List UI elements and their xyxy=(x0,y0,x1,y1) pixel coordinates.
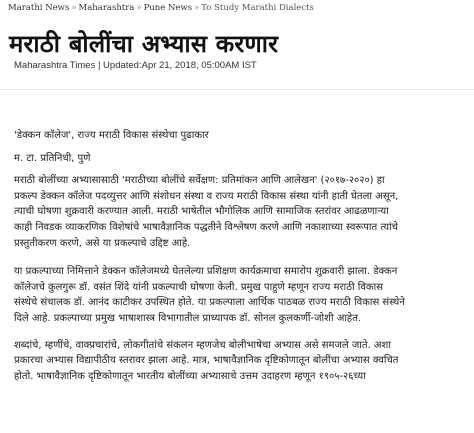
paragraph-line: शब्दांचे, म्हणींचे, वाक्प्रचारांचे, लोकगीतांचे संकलन म्हणजेच बोलीभाषेचा अभ्यास असे समजले जाते. अशा xyxy=(14,339,391,351)
divider xyxy=(0,89,474,90)
breadcrumb-separator: » xyxy=(194,3,200,13)
breadcrumb xyxy=(8,3,314,13)
breadcrumb-marathi-news[interactable]: Marathi News xyxy=(8,3,70,13)
breadcrumb-current: To Study Marathi Dialects xyxy=(201,3,314,13)
paragraph-line: संस्थेचे संचालक डॉ. आनंद काटीकर उपस्थित होते. या प्रकल्पाला आर्थिक पाठबळ राज्य मराठी विकास संस्थेने xyxy=(14,297,405,309)
paragraph-line: प्रस्तुतीकरण करणे, असे या प्रकल्पाचे उद्दिष्ट आहे. xyxy=(14,237,191,249)
breadcrumb-maharashtra[interactable]: Maharashtra xyxy=(78,3,135,13)
breadcrumb-separator: » xyxy=(71,3,77,13)
paragraph-line: प्रकल्प डेक्कन कॉलेज पदव्युत्तर आणि संशोधन संस्था व राज्य मराठी विकास संस्था यांनी हाती घेतला असून, xyxy=(14,190,399,202)
article-body xyxy=(14,128,464,384)
breadcrumb-separator: » xyxy=(136,3,142,13)
page-title: मराठी बोलींचा अभ्यास करणार xyxy=(9,30,279,58)
article-byline: Maharashtra Times | Updated:Apr 21, 2018, 05:00AM IST xyxy=(14,60,257,71)
breadcrumb-pune-news[interactable]: Pune News xyxy=(143,3,193,13)
paragraph-line: दिले आहे. प्रकल्पाच्या प्रमुख भाषाशास्त्र विभागातील प्राध्यापक डॉ. सोनल कुलकर्णी-जोशी आहेत. xyxy=(14,312,362,324)
paragraph-line: काही निवडक व्याकरणिक विशेषांचे भाषावैज्ञानिक पद्धतीने विश्लेषण करणे आणि नकाशाच्या स्वरूपात त्यांचे xyxy=(14,221,398,233)
paragraph-line: या प्रकल्पाच्या निमित्ताने डेक्कन कॉलेजमध्ये घेतलेल्या प्रशिक्षण कार्यक्रमाचा समारोप शुक्रवारी झाला. डेक्कन xyxy=(14,266,398,278)
article-dateline: म. टा. प्रतिनिधी, पुणे xyxy=(14,152,91,164)
article-paragraph-3 xyxy=(14,338,464,385)
paragraph-line: प्रकारचा अभ्यास विद्यापीठीय स्तरावर झाला आहे. मात्र, भाषावैज्ञानिक दृष्टिकोणातून बोलींचा अभ्यास क्वचित xyxy=(14,355,399,367)
article-intro: 'डेक्कन कॉलेज', राज्य मराठी विकास संस्थेचा पुढाकार xyxy=(14,130,209,141)
paragraph-line: होतो. भाषावैज्ञानिक दृष्टिकोणातून भारतीय बोलींच्या अभ्यासाचे उत्तम उदाहरण म्हणून १९०५-२६च्या xyxy=(14,370,366,382)
article-paragraph-2 xyxy=(14,264,464,326)
paragraph-line: कॉलेजचे कुलगुरू डॉ. वसंत शिंदे यांनी प्रकल्पाची घोषणा केली. प्रमुख पाहुणे म्हणून राज्य मराठी विकास xyxy=(14,281,383,293)
paragraph-line: मराठी बोलींच्या अभ्यासासाठी 'मराठीच्या बोलींचे सर्वेक्षण: प्रतिमांकन आणि आलेखन' (२०१७-२०२०) हा xyxy=(14,175,385,187)
paragraph-line: त्याची घोषणा शुक्रवारी करण्यात आली. मराठी भाषेतील भौगोलिक आणि सामाजिक स्तरांवर आढळणाऱ्या xyxy=(14,206,389,218)
article-paragraph-1 xyxy=(14,173,464,251)
